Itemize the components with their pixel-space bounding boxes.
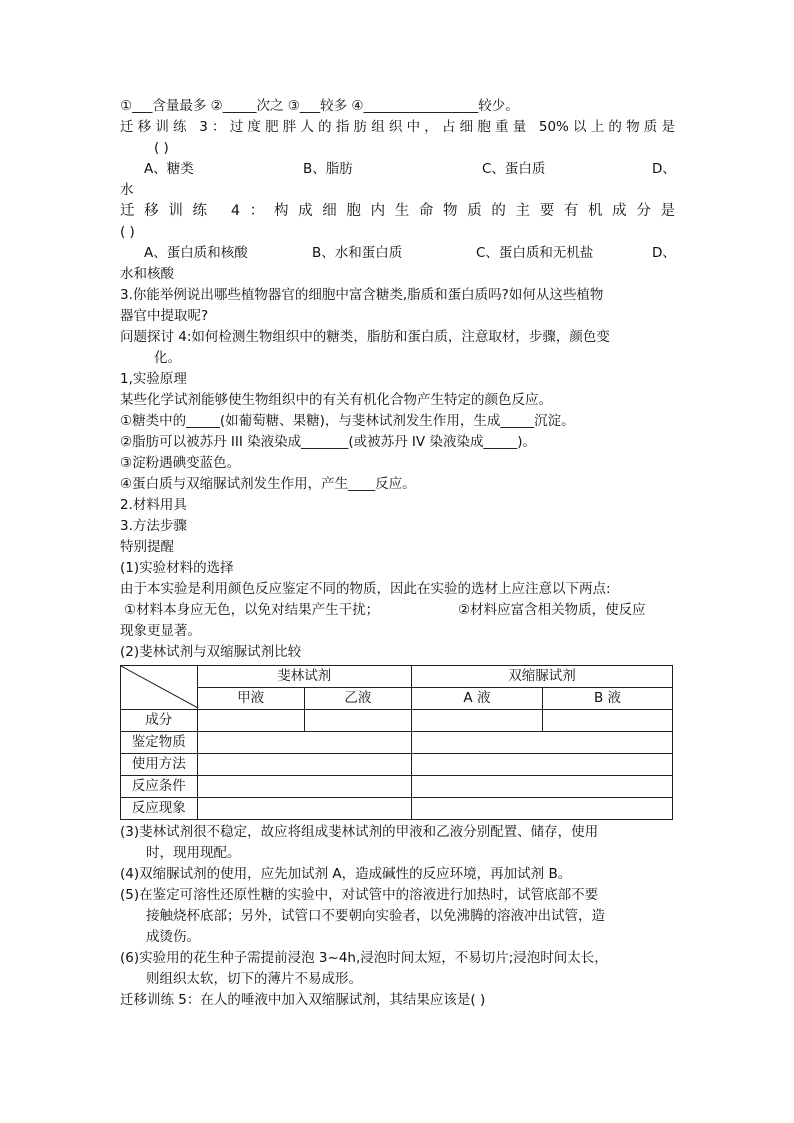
table-row <box>121 732 673 754</box>
comparison-table <box>120 665 673 820</box>
text-line: 器官中提取呢? <box>120 308 209 324</box>
text-line: 某些化学试剂能够使生物组织中的有关有机化合物产生特定的颜色反应。 <box>120 392 552 408</box>
table-cell <box>197 776 411 798</box>
point-2: ②材料应富含相关物质，使反应 <box>458 602 646 618</box>
option-a: A、糖类 <box>144 161 194 177</box>
row-label: 反应条件 <box>121 776 198 798</box>
text-line: 由于本实验是利用颜色反应鉴定不同的物质，因此在实验的选材上应注意以下两点: <box>120 581 611 597</box>
row-label: 成分 <box>121 710 198 732</box>
table-row <box>121 754 673 776</box>
option-c: C、蛋白质和无机盐 <box>476 245 594 261</box>
row-label: 鉴定物质 <box>121 732 198 754</box>
option-b: B、脂肪 <box>303 161 353 177</box>
table-cell <box>197 798 411 820</box>
table-row <box>121 710 673 732</box>
text-line: 则组织太软，切下的薄片不易成形。 <box>146 971 362 987</box>
section-heading: 3.方法步骤 <box>120 518 187 534</box>
option-b: B、水和蛋白质 <box>312 245 403 261</box>
header-solution-a: A 液 <box>411 688 542 710</box>
row-label: 反应现象 <box>121 798 198 820</box>
table-cell <box>304 710 411 732</box>
text-line: 化。 <box>154 350 181 366</box>
options-row <box>120 159 675 180</box>
question-3: 迁移训练 3：过度肥胖人的指肪组织中，占细胞重量 50%以上的物质是 <box>120 119 675 135</box>
option-a: A、蛋白质和核酸 <box>144 245 248 261</box>
text-line: 问题探讨 4:如何检测生物组织中的糖类，脂肪和蛋白质，注意取材，步骤，颜色变 <box>120 329 610 345</box>
text-line: 3.你能举例说出哪些植物器官的细胞中富含糖类,脂质和蛋白质吗?如何从这些植物 <box>120 287 604 303</box>
text-line: ③淀粉遇碘变蓝色。 <box>120 455 241 471</box>
header-solution-yi: 乙液 <box>304 688 411 710</box>
table-row <box>121 798 673 820</box>
table-cell <box>197 754 411 776</box>
text-line: ④蛋白质与双缩脲试剂发生作用，产生____反应。 <box>120 476 416 492</box>
text-line: 时，现用现配。 <box>146 845 241 861</box>
text-line: (1)实验材料的选择 <box>120 560 234 576</box>
text-line: ①糖类中的_____(如葡萄糖、果糖)，与斐林试剂发生作用，生成_____沉淀。 <box>120 413 575 429</box>
row-label: 使用方法 <box>121 754 198 776</box>
text-line: (6)实验用的花生种子需提前浸泡 3~4h,浸泡时间太短，不易切片;浸泡时间太长， <box>120 950 608 966</box>
header-fehling: 斐林试剂 <box>197 666 411 688</box>
point-1: ①材料本身应无色，以免对结果产生干扰； <box>124 602 380 618</box>
section-heading: 1,实验原理 <box>120 371 187 387</box>
header-biuret: 双缩脲试剂 <box>411 666 672 688</box>
options-row <box>120 243 675 264</box>
answer-blank: ( ) <box>120 224 135 240</box>
text-line: (5)在鉴定可溶性还原性糖的实验中，对试管中的溶液进行加热时，试管底部不要 <box>120 887 599 903</box>
header-solution-jia: 甲液 <box>197 688 304 710</box>
text-line: 接触烧杯底部；另外，试管口不要朝向实验者，以免沸腾的溶液冲出试管，造 <box>146 908 605 924</box>
option-d-text: 水 <box>120 182 134 198</box>
option-c: C、蛋白质 <box>482 161 546 177</box>
option-d: D、 <box>652 245 676 261</box>
text-line: 成烫伤。 <box>146 929 200 945</box>
text-line: (4)双缩脲试剂的使用，应先加试剂 A，造成碱性的反应环境，再加试剂 B。 <box>120 866 572 882</box>
table-cell <box>411 776 672 798</box>
table-row <box>121 776 673 798</box>
question-5: 迁移训练 5：在人的唾液中加入双缩脲试剂，其结果应该是( ) <box>120 992 486 1008</box>
text-line <box>120 600 675 621</box>
table-cell <box>411 732 672 754</box>
option-d: D、 <box>652 161 676 177</box>
document-page <box>120 96 675 1011</box>
table-cell <box>197 710 304 732</box>
option-d-text: 水和核酸 <box>120 266 174 282</box>
answer-blank: ( ) <box>154 140 169 156</box>
corner-cell <box>121 666 198 710</box>
section-heading: 特别提醒 <box>120 539 174 555</box>
question-4: 迁移训练 4：构成细胞内生命物质的主要有机成分是 <box>120 203 675 219</box>
header-solution-b: B 液 <box>542 688 672 710</box>
table-cell <box>411 710 542 732</box>
table-cell <box>542 710 672 732</box>
text-line: ①___含量最多 ②_____次之 ③___较多 ④_________________较少。 <box>120 98 519 114</box>
text-line: (2)斐林试剂与双缩脲试剂比较 <box>120 644 302 660</box>
table-cell <box>411 798 672 820</box>
text-line: ②脂肪可以被苏丹 III 染液染成_______(或被苏丹 IV 染液染成_____)。 <box>120 434 536 450</box>
table-cell <box>197 732 411 754</box>
section-heading: 2.材料用具 <box>120 497 187 513</box>
diagonal-line <box>121 666 198 708</box>
text-line: 现象更显著。 <box>120 623 201 639</box>
table-cell <box>411 754 672 776</box>
text-line: (3)斐林试剂很不稳定，故应将组成斐林试剂的甲液和乙液分别配置、储存，使用 <box>120 824 599 840</box>
